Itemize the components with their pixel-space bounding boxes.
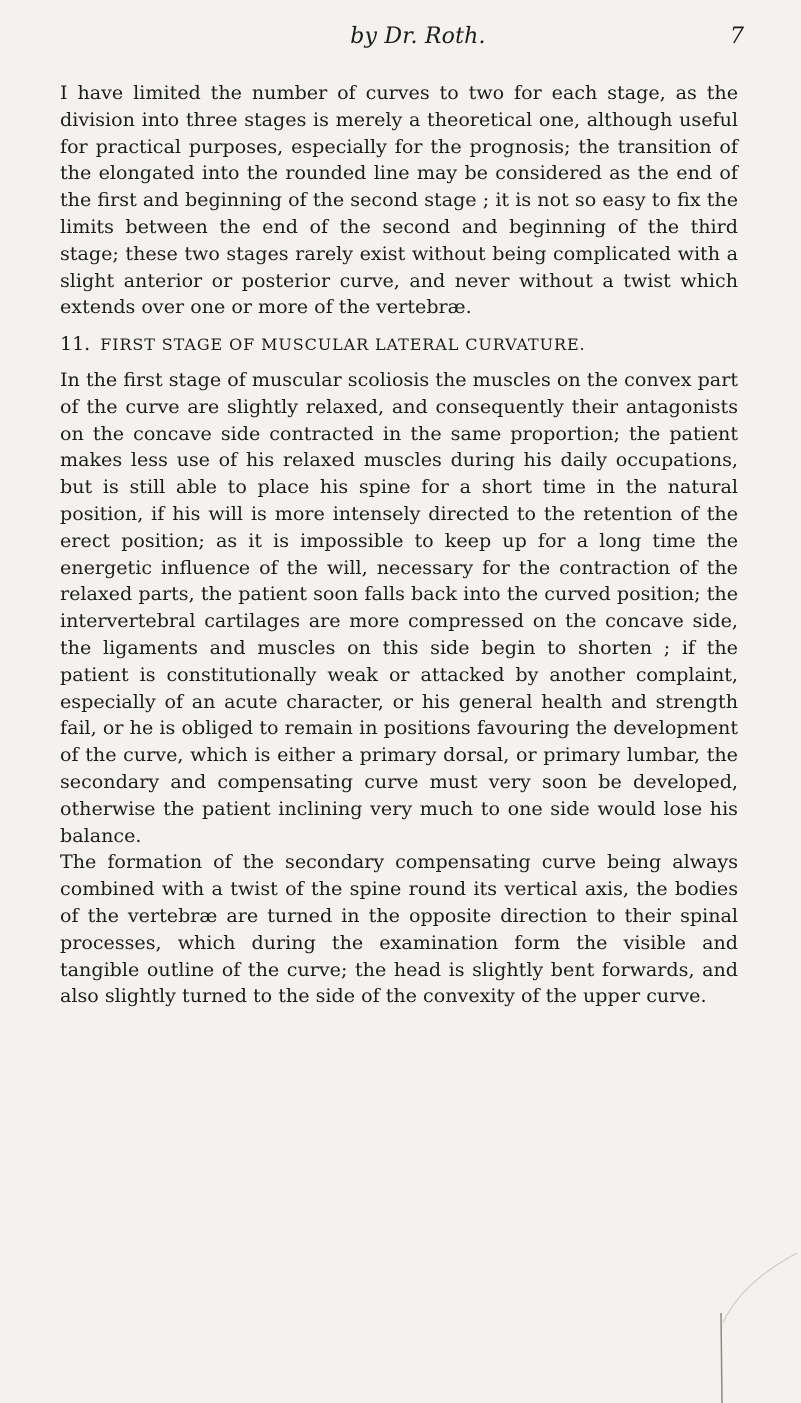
paragraph-3: The formation of the secondary compensating curve being always combined with a twist of the spine round its vertical axis, the bodies of the vertebræ are turned in the opposite direction to their spinal processes, which during the examination form the visible and tangible outline of the curve; the head is slightly bent forwards, and also slightly turned to the side of the convexity of the upper curve.	[60, 850, 738, 1008]
page-edge-mark	[681, 1253, 801, 1403]
running-head	[98, 24, 744, 60]
section-heading	[60, 331, 738, 359]
running-head-title: by Dr. Roth.	[350, 24, 486, 49]
paragraph-1: I have limited the number of curves to two for each stage, as the division into three stages is merely a theoretical one, although useful for practical purposes, especially for the prognosis; the transition of the elongated into the rounded line may be considered as the end of the first and beginning of the second stage ; it is not so easy to fix the limits between the end of the second and beginning of the third stage; these two stages rarely exist without being complicated with a slight anterior or posterior curve, and never without a twist which extends over one or more of the vertebræ.	[60, 81, 738, 319]
body-text	[60, 80, 738, 1010]
page-number: 7	[730, 24, 744, 49]
paragraph-2: In the first stage of muscular scoliosis the muscles on the convex part of the curve are slightly relaxed, and consequently their antagonists on the concave side contracted in the same proportion; the patient makes less use of his relaxed muscles during his daily occupations, but is still able to place his spine for a short time in the natural position, if his will is more intensely directed to the retention of the erect position; as it is impossible to keep up for a long time the energetic influence of the will, necessary for the contraction of the relaxed parts, the patient soon falls back into the curved position; the intervertebral cartilages are more compressed on the concave side, the ligaments and muscles on this side begin to shorten ; if the patient is constitutionally weak or attacked by another complaint, especially of an acute character, or his general health and strength fail, or he is obliged to remain in positions favouring the development of the curve, which is either a primary dorsal, or primary lumbar, the secondary and compensating curve must very soon be developed, otherwise the patient inclining very much to one side would lose his balance.	[60, 367, 738, 847]
section-number: 11.	[60, 333, 91, 356]
section-title: FIRST STAGE OF MUSCULAR LATERAL CURVATURE.	[100, 335, 586, 355]
